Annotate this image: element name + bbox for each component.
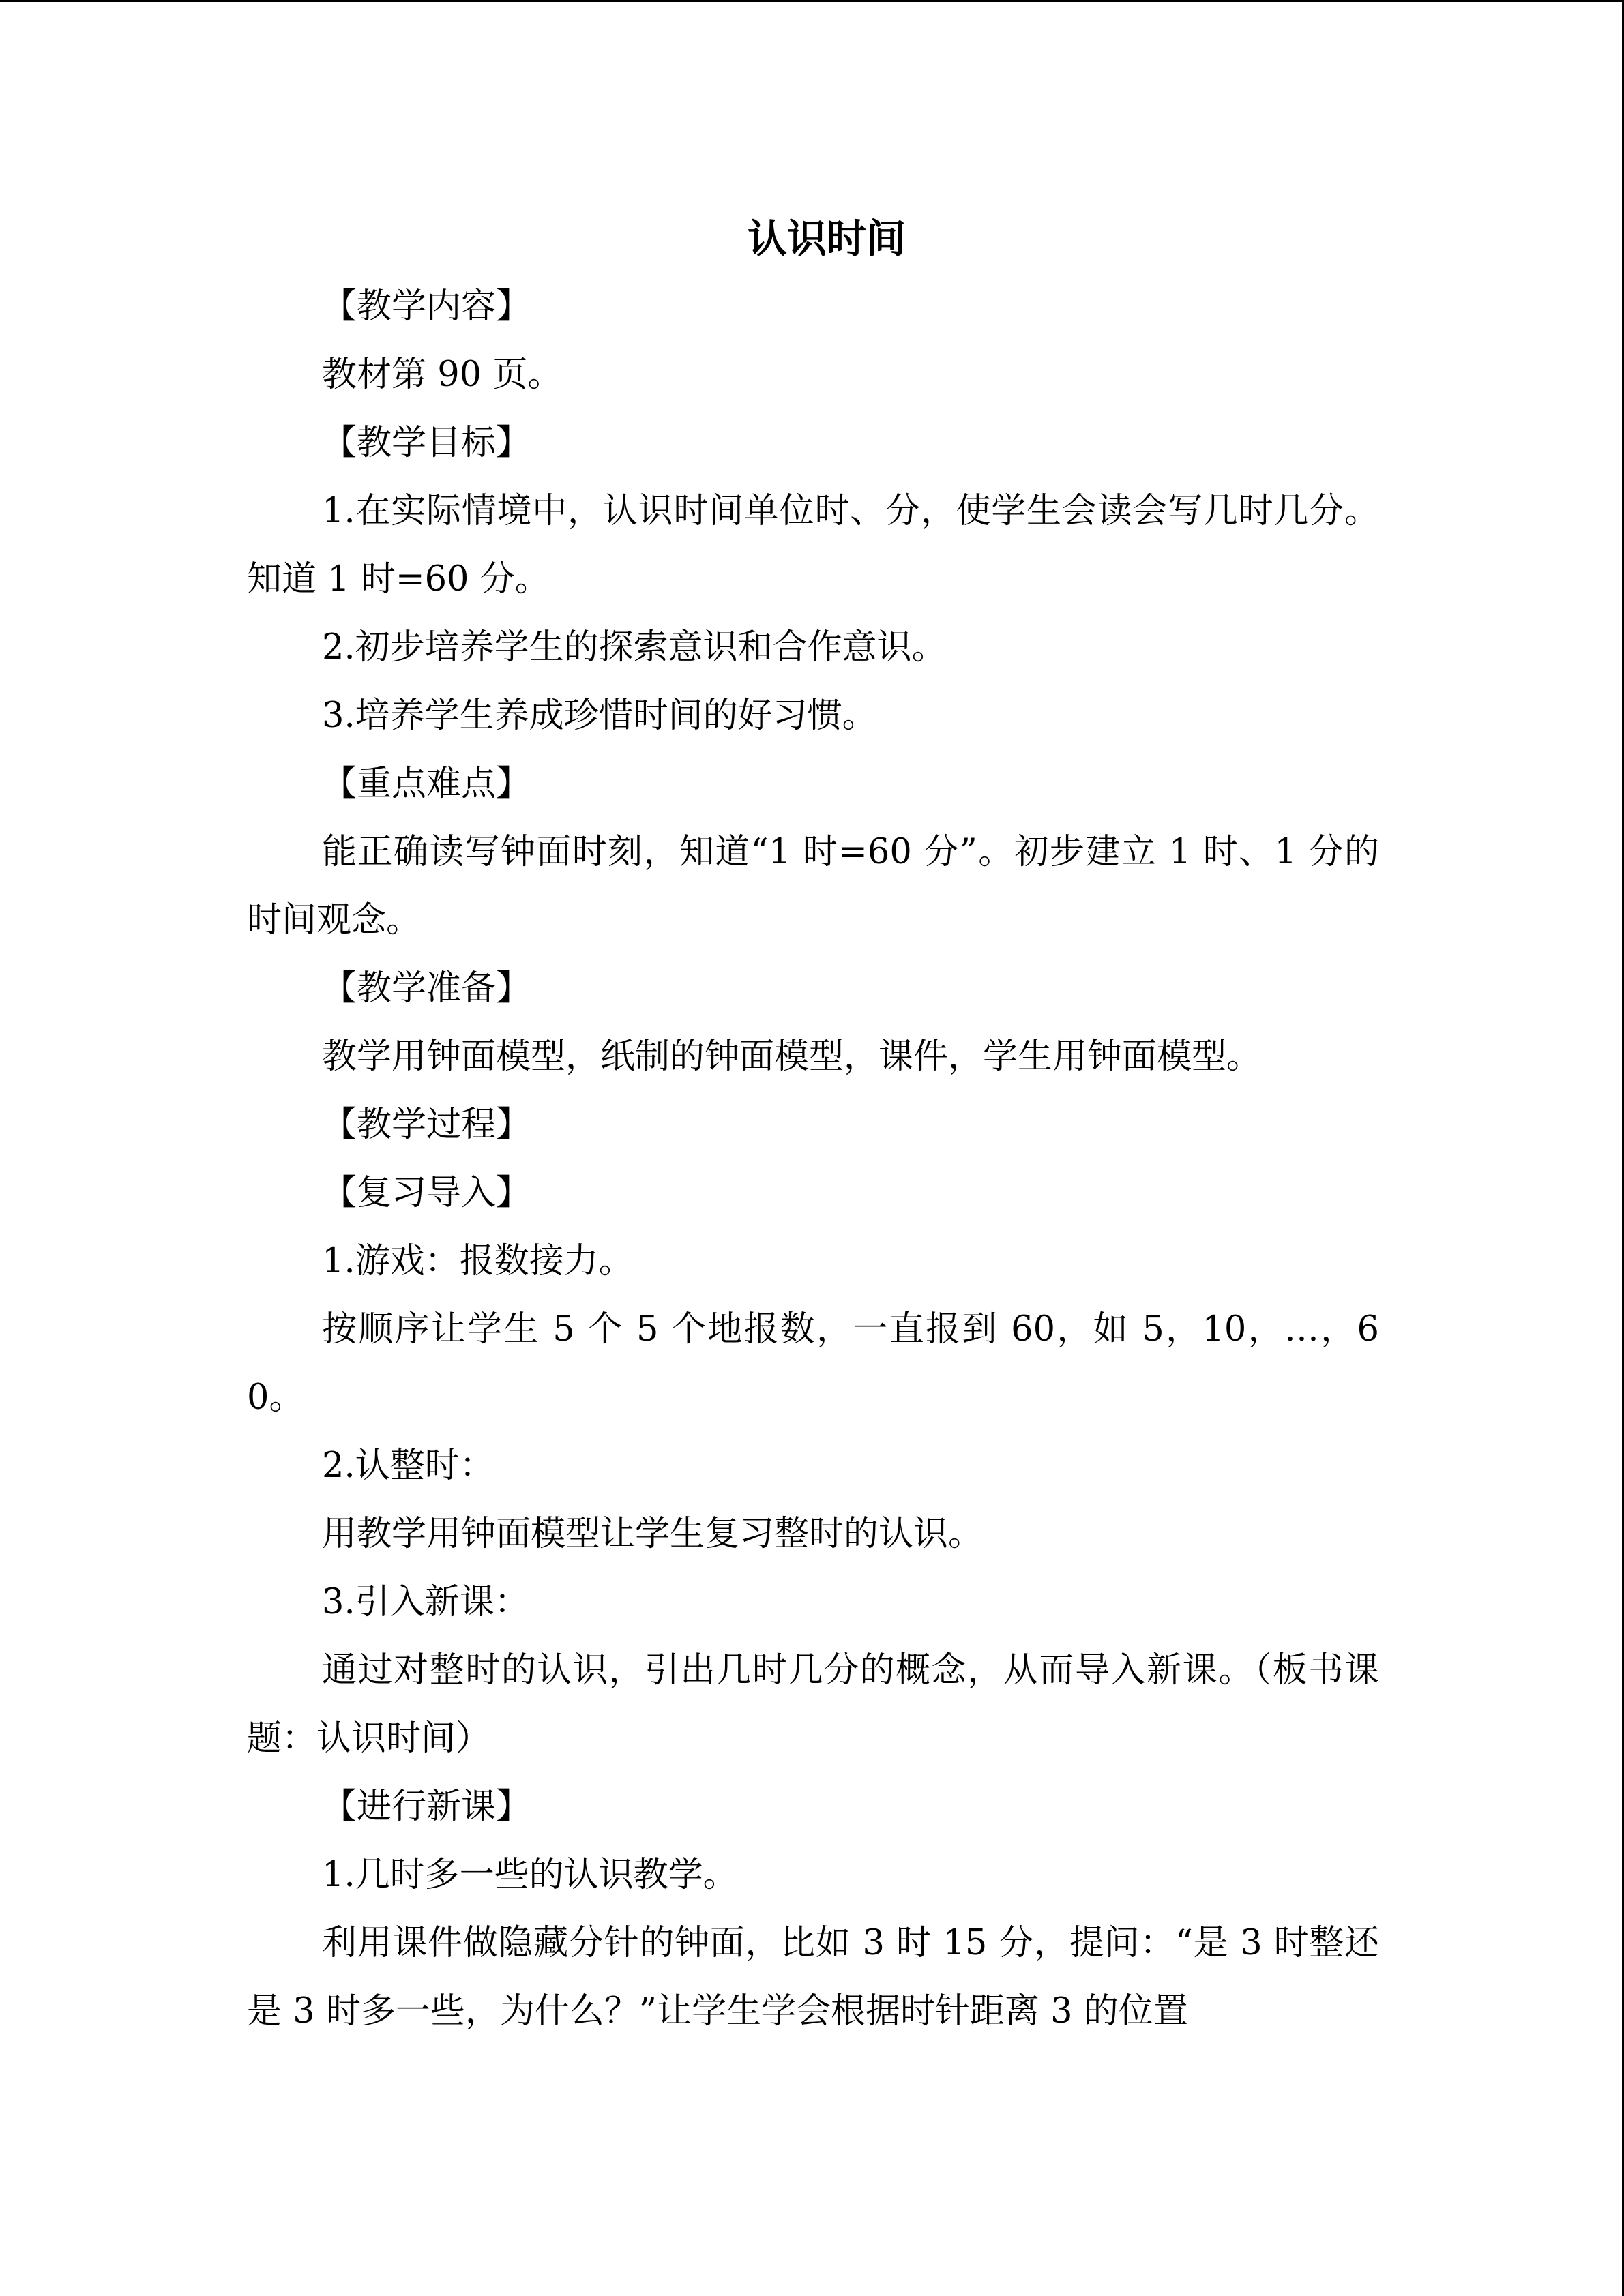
paragraph-key-points: 能正确读写钟面时刻，知道“1 时=60 分”。初步建立 1 时、1 分的时间观念。 xyxy=(247,832,1379,940)
paragraph-textbook-page: 教材第 90 页。 xyxy=(322,355,563,395)
objective-item-1: 1.在实际情境中，认识时间单位时、分，使学生会读会写几时几分。知道 1 时=60 分。 xyxy=(247,491,1379,599)
review-item-2: 2.认整时： xyxy=(322,1446,494,1486)
document-body xyxy=(247,205,1379,2046)
section-heading-content: 【教学内容】 xyxy=(322,286,531,327)
section-heading-review: 【复习导入】 xyxy=(322,1173,531,1213)
section-heading-objectives: 【教学目标】 xyxy=(322,423,531,463)
section-heading-new-lesson: 【进行新课】 xyxy=(322,1787,531,1827)
document-title: 认识时间 xyxy=(747,215,906,262)
objective-item-3: 3.培养学生养成珍惜时间的好习惯。 xyxy=(322,696,877,736)
objective-item-2: 2.初步培养学生的探索意识和合作意识。 xyxy=(322,627,947,668)
paragraph-hidden-minute-hand: 利用课件做隐藏分针的钟面，比如 3 时 15 分，提问：“是 3 时整还是 3 时多一些，为什么？”让学生学会根据时针距离 3 的位置 xyxy=(247,1923,1379,2031)
section-heading-process: 【教学过程】 xyxy=(322,1105,531,1145)
lesson-item-1: 1.几时多一些的认识教学。 xyxy=(322,1855,738,1895)
section-heading-key-points: 【重点难点】 xyxy=(322,764,531,804)
review-item-3: 3.引入新课： xyxy=(322,1582,529,1622)
section-heading-preparation: 【教学准备】 xyxy=(322,968,531,1009)
paragraph-whole-hours: 用教学用钟面模型让学生复习整时的认识。 xyxy=(322,1514,984,1554)
review-item-1: 1.游戏：报数接力。 xyxy=(322,1241,634,1281)
paragraph-counting: 按顺序让学生 5 个 5 个地报数，一直报到 60，如 5，10，…，60。 xyxy=(247,1309,1379,1418)
paragraph-preparation: 教学用钟面模型，纸制的钟面模型，课件，学生用钟面模型。 xyxy=(322,1037,1262,1077)
paragraph-introduction: 通过对整时的认识，引出几时几分的概念，从而导入新课。（板书课题：认识时间） xyxy=(247,1650,1379,1759)
